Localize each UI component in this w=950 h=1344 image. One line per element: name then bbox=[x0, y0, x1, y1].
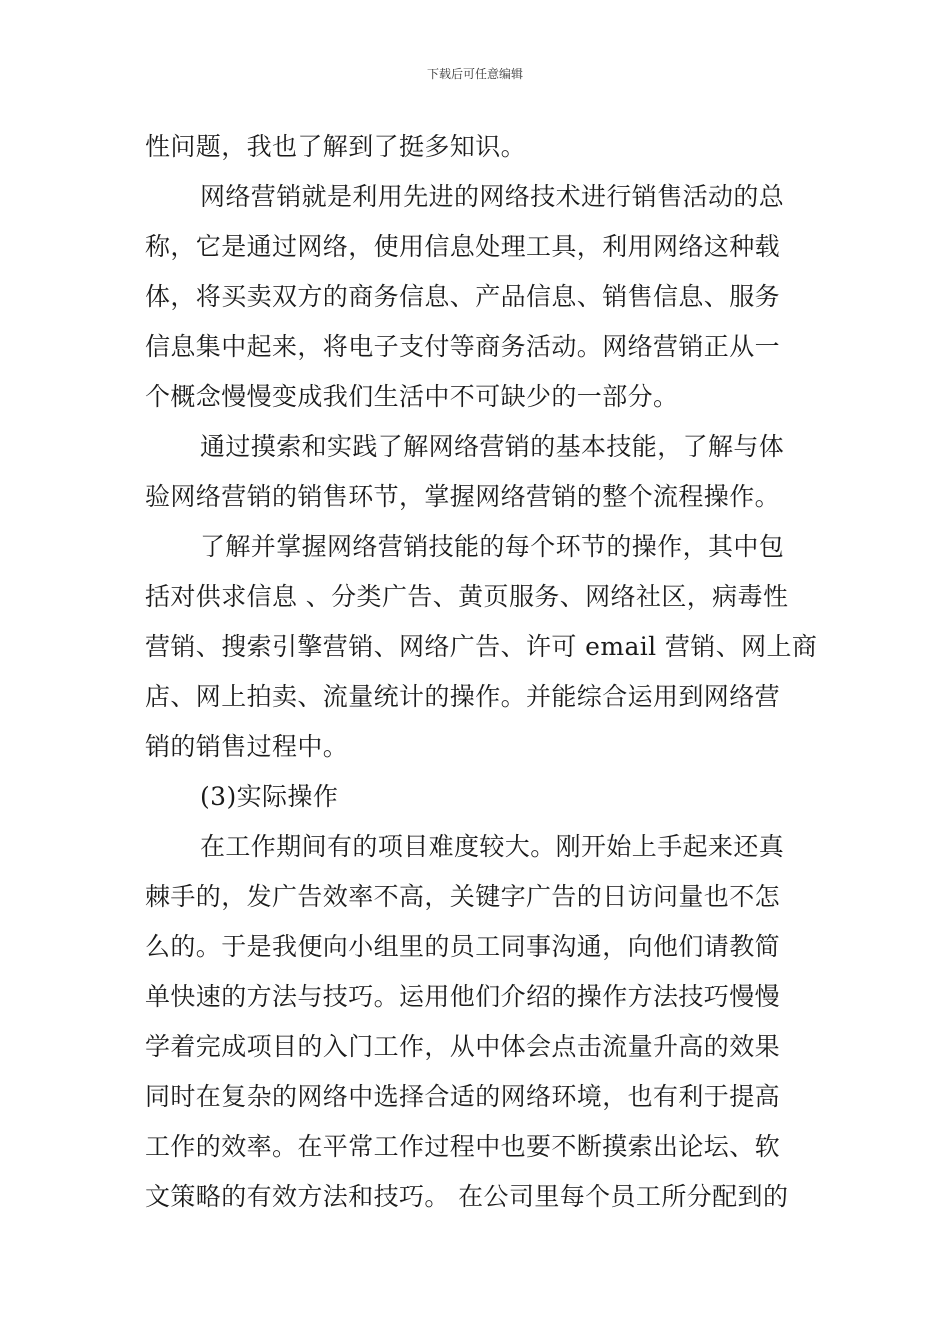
text-line: 棘手的，发广告效率不高，关键字广告的日访问量也不怎 bbox=[145, 882, 781, 911]
text-line: 性问题，我也了解到了挺多知识。 bbox=[145, 132, 527, 161]
document-body bbox=[145, 122, 818, 1222]
text-line: 单快速的方法与技巧。运用他们介绍的操作方法技巧慢慢 bbox=[145, 982, 781, 1011]
text-line: 网络营销就是利用先进的网络技术进行销售活动的总 bbox=[200, 182, 785, 211]
text-line: 括对供求信息 、分类广告、黄页服务、网络社区，病毒性 bbox=[145, 582, 789, 611]
text-line: 了解并掌握网络营销技能的每个环节的操作，其中包 bbox=[200, 532, 785, 561]
text-line: 文策略的有效方法和技巧。 在公司里每个员工所分配到的 bbox=[145, 1182, 789, 1211]
text-line: (3)实际操作 bbox=[200, 782, 339, 811]
text-line: 在工作期间有的项目难度较大。刚开始上手起来还真 bbox=[200, 832, 785, 861]
text-line: 通过摸索和实践了解网络营销的基本技能，了解与体 bbox=[200, 432, 785, 461]
text-line: 个概念慢慢变成我们生活中不可缺少的一部分。 bbox=[145, 382, 679, 411]
text-line: 体，将买卖双方的商务信息、产品信息、销售信息、服务 bbox=[145, 282, 781, 311]
text-line: 同时在复杂的网络中选择合适的网络环境，也有利于提高 bbox=[145, 1082, 781, 1111]
text-line: 店、网上拍卖、流量统计的操作。并能综合运用到网络营 bbox=[145, 682, 781, 711]
page-header: 下载后可任意编辑 bbox=[426, 67, 523, 81]
text-line: 学着完成项目的入门工作，从中体会点击流量升高的效果 bbox=[145, 1032, 781, 1061]
text-line: 信息集中起来，将电子支付等商务活动。网络营销正从一 bbox=[145, 332, 781, 361]
text-line: 么的。于是我便向小组里的员工同事沟通，向他们请教简 bbox=[145, 932, 781, 961]
text-line: 称，它是通过网络，使用信息处理工具，利用网络这种载 bbox=[145, 232, 781, 261]
text-line: 销的销售过程中。 bbox=[145, 732, 349, 761]
text-line: 工作的效率。在平常工作过程中也要不断摸索出论坛、软 bbox=[145, 1132, 781, 1161]
text-line: 营销、搜索引擎营销、网络广告、许可 email 营销、网上商 bbox=[145, 632, 818, 661]
text-line: 验网络营销的销售环节，掌握网络营销的整个流程操作。 bbox=[145, 482, 781, 511]
